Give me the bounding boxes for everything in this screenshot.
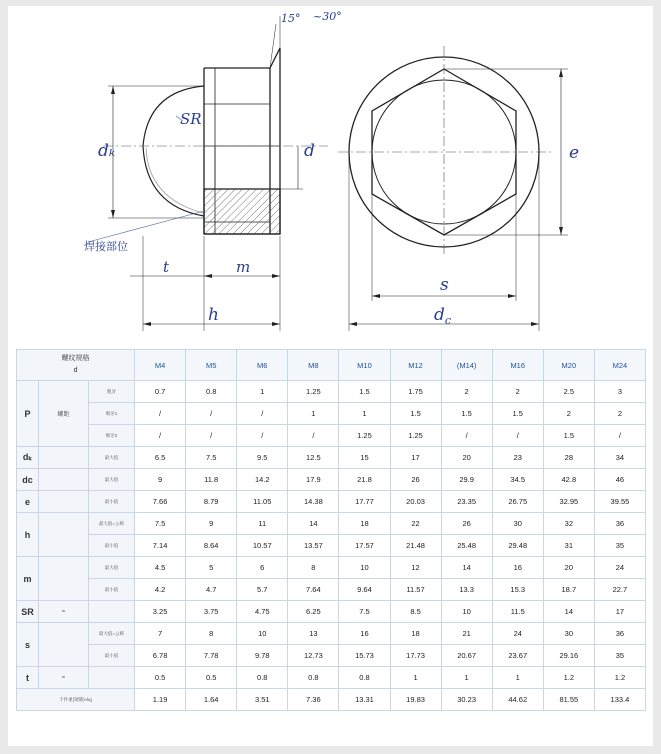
param-name: 螺距 [39,381,89,447]
table-cell: 31 [543,535,594,557]
table-cell: 14.38 [288,491,339,513]
table-cell: 14.2 [237,469,288,491]
table-row [17,381,646,403]
table-cell: 7.5 [186,447,237,469]
table-cell: 17.57 [339,535,390,557]
table-cell: 30 [543,623,594,645]
table-cell: / [594,425,645,447]
table-cell: 11.8 [186,469,237,491]
table-row [17,645,646,667]
table-cell: 15.73 [339,645,390,667]
size-header: M6 [237,350,288,381]
table-cell: 20 [543,557,594,579]
table-cell: 6.78 [135,645,186,667]
table-row [17,491,646,513]
param-sub [89,601,135,623]
table-cell: 4.75 [237,601,288,623]
param-sub: 最大值 [89,447,135,469]
table-cell: 34.5 [492,469,543,491]
param-label: h [17,513,39,557]
table-cell: 1 [390,667,441,689]
table-cell: 7.14 [135,535,186,557]
sr-label: SR [180,110,202,128]
dk-label: dₖ [98,141,116,161]
table-cell: 1.25 [390,425,441,447]
table-cell: 1.5 [339,381,390,403]
table-cell: 25.48 [441,535,492,557]
size-header: M8 [288,350,339,381]
table-cell: 32.95 [543,491,594,513]
size-header: M10 [339,350,390,381]
table-cell: 0.8 [288,667,339,689]
table-cell: 28 [543,447,594,469]
table-cell: 1 [237,381,288,403]
size-header: (M14) [441,350,492,381]
table-cell: 20.03 [390,491,441,513]
table-cell: 14 [543,601,594,623]
table-cell: 81.55 [543,689,594,711]
param-sub: 最大值=公称 [89,623,135,645]
table-cell: 4.2 [135,579,186,601]
table-cell: 9 [186,513,237,535]
table-cell: 2.5 [543,381,594,403]
param-label: P [17,381,39,447]
table-cell: 15.3 [492,579,543,601]
table-cell: 35 [594,645,645,667]
table-cell: 17 [390,447,441,469]
param-sub: 最小值 [89,645,135,667]
table-cell: / [135,425,186,447]
table-cell: 13.3 [441,579,492,601]
table-cell: 4.7 [186,579,237,601]
table-cell: / [186,425,237,447]
table-cell: / [237,425,288,447]
param-name: ≈ [39,667,89,689]
table-cell: 9.5 [237,447,288,469]
table-cell: / [441,425,492,447]
param-name [39,469,89,491]
table-cell: 8 [186,623,237,645]
table-cell: 23 [492,447,543,469]
table-cell: 8.64 [186,535,237,557]
table-cell: 39.55 [594,491,645,513]
top-view [338,46,568,331]
table-cell: 42.8 [543,469,594,491]
table-cell: 1.64 [186,689,237,711]
table-row [17,689,646,711]
spec-sheet [8,6,653,746]
table-cell: / [135,403,186,425]
table-cell: 5 [186,557,237,579]
table-body [17,381,646,711]
table-cell: 9.64 [339,579,390,601]
table-row [17,623,646,645]
table-cell: 2 [543,403,594,425]
table-cell: 17.77 [339,491,390,513]
param-name [39,491,89,513]
table-cell: 18.7 [543,579,594,601]
table-cell: 0.8 [186,381,237,403]
param-sub: 最小值 [89,579,135,601]
table-cell: 30 [492,513,543,535]
table-cell: 8.5 [390,601,441,623]
param-label: dc [17,469,39,491]
table-row [17,667,646,689]
table-cell: 0.7 [135,381,186,403]
table-cell: 1.2 [543,667,594,689]
table-cell: 3.75 [186,601,237,623]
dimension-table [16,349,646,711]
table-cell: 17.9 [288,469,339,491]
table-cell: 21.8 [339,469,390,491]
param-name [39,557,89,601]
side-view [88,16,328,331]
dc-label: $d_c$ [434,305,452,327]
table-cell: 26 [441,513,492,535]
table-cell: 1 [288,403,339,425]
table-cell: 11.57 [390,579,441,601]
param-sub: 最大值 [89,469,135,491]
table-cell: 3.25 [135,601,186,623]
table-cell: 26.75 [492,491,543,513]
param-sub: 最大值 [89,557,135,579]
table-row [17,513,646,535]
table-cell: 0.8 [339,667,390,689]
table-cell: 11.05 [237,491,288,513]
table-row [17,425,646,447]
table-cell: 133.4 [594,689,645,711]
table-cell: 10 [237,623,288,645]
table-cell: 7.64 [288,579,339,601]
table-cell: / [237,403,288,425]
table-cell: 7.66 [135,491,186,513]
table-cell: 12 [390,557,441,579]
thread-spec-header [17,350,135,381]
angle-30-label: ~30° [313,10,342,23]
table-cell: 24 [594,557,645,579]
table-cell: 23.35 [441,491,492,513]
table-cell: 1 [441,667,492,689]
table-cell: 11 [237,513,288,535]
table-row [17,469,646,491]
table-cell: 3.51 [237,689,288,711]
table-row [17,403,646,425]
param-sub: 最小值 [89,491,135,513]
table-cell: / [288,425,339,447]
s-label: s [440,275,449,295]
size-header: M16 [492,350,543,381]
table-cell: 24 [492,623,543,645]
table-header-row [17,350,646,381]
table-cell: 20.67 [441,645,492,667]
table-cell: 1.25 [288,381,339,403]
table-cell: 1.5 [390,403,441,425]
table-cell: 44.62 [492,689,543,711]
table-cell: 7.5 [135,513,186,535]
table-cell: 1.25 [339,425,390,447]
e-label: e [569,143,580,163]
table-cell: 1.5 [492,403,543,425]
table-cell: 6 [237,557,288,579]
param-sub: 最小值 [89,535,135,557]
param-label: SR [17,601,39,623]
table-cell: 8.79 [186,491,237,513]
table-cell: 1.2 [594,667,645,689]
table-cell: 10 [441,601,492,623]
table-cell: 3 [594,381,645,403]
param-sub [89,667,135,689]
param-name [39,623,89,667]
size-header: M5 [186,350,237,381]
table-cell: 9 [135,469,186,491]
table-cell: 5.7 [237,579,288,601]
table-cell: 30.23 [441,689,492,711]
table-cell: 4.5 [135,557,186,579]
table-cell: 26 [390,469,441,491]
table-cell: 2 [594,403,645,425]
table-cell: 13 [288,623,339,645]
table-cell: 10 [339,557,390,579]
param-name: ≈ [39,601,89,623]
table-cell: / [492,425,543,447]
param-name [39,447,89,469]
table-cell: 7.78 [186,645,237,667]
table-row [17,601,646,623]
table-cell: 13.31 [339,689,390,711]
m-label: m [236,258,251,276]
param-name [39,513,89,557]
table-cell: 21.48 [390,535,441,557]
table-cell: 13.57 [288,535,339,557]
table-row [17,557,646,579]
table-cell: 0.5 [186,667,237,689]
table-cell: 7.36 [288,689,339,711]
table-cell: 15 [339,447,390,469]
param-label: dₖ [17,447,39,469]
table-cell: 22.7 [594,579,645,601]
table-cell: 46 [594,469,645,491]
h-label: h [208,305,219,325]
weld-label: 焊接部位 [84,240,128,253]
table-cell: 36 [594,513,645,535]
size-header: M12 [390,350,441,381]
param-label: t [17,667,39,689]
table-cell: 23.67 [492,645,543,667]
table-cell: 1 [339,403,390,425]
table-cell: 10.57 [237,535,288,557]
table-cell: 12.73 [288,645,339,667]
table-cell: 7 [135,623,186,645]
table-cell: 1 [492,667,543,689]
param-sub: 粗牙 [89,381,135,403]
table-cell: / [186,403,237,425]
table-cell: 18 [339,513,390,535]
table-cell: 17 [594,601,645,623]
d-label: d [304,141,315,161]
param-label: s [17,623,39,667]
param-sub: 细牙1 [89,403,135,425]
table-cell: 0.5 [135,667,186,689]
table-cell: 16 [492,557,543,579]
table-cell: 29.9 [441,469,492,491]
thread-spec-d: d [73,367,78,374]
table-cell: 20 [441,447,492,469]
size-header: M4 [135,350,186,381]
size-header: M20 [543,350,594,381]
table-cell: 34 [594,447,645,469]
size-header: M24 [594,350,645,381]
table-cell: 7.5 [339,601,390,623]
table-cell: 18 [390,623,441,645]
table-cell: 17.73 [390,645,441,667]
table-row [17,535,646,557]
table-cell: 14 [441,557,492,579]
table-cell: 21 [441,623,492,645]
table-cell: 35 [594,535,645,557]
table-cell: 2 [441,381,492,403]
table-cell: 19.83 [390,689,441,711]
table-cell: 1.5 [543,425,594,447]
table-cell: 32 [543,513,594,535]
param-label: m [17,557,39,601]
param-label: e [17,491,39,513]
table-cell: 12.5 [288,447,339,469]
table-cell: 14 [288,513,339,535]
technical-drawing [8,6,653,346]
table-cell: 0.8 [237,667,288,689]
param-sub: 最大值=公称 [89,513,135,535]
table-cell: 6.5 [135,447,186,469]
thread-spec-title: 螺纹规格 [61,355,90,362]
table-cell: 29.48 [492,535,543,557]
table-cell: 2 [492,381,543,403]
table-row [17,447,646,469]
angle-15-label: 15° [281,12,301,25]
table-cell: 9.78 [237,645,288,667]
table-cell: 11.5 [492,601,543,623]
table-cell: 8 [288,557,339,579]
table-cell: 22 [390,513,441,535]
table-cell: 36 [594,623,645,645]
table-cell: 1.75 [390,381,441,403]
param-label: 千件重(钢制)≈kg [17,689,135,711]
t-label: t [163,258,170,276]
table-cell: 16 [339,623,390,645]
table-cell: 6.25 [288,601,339,623]
table-cell: 1.19 [135,689,186,711]
table-row [17,579,646,601]
param-sub: 细牙2 [89,425,135,447]
table-cell: 29.16 [543,645,594,667]
table-cell: 1.5 [441,403,492,425]
